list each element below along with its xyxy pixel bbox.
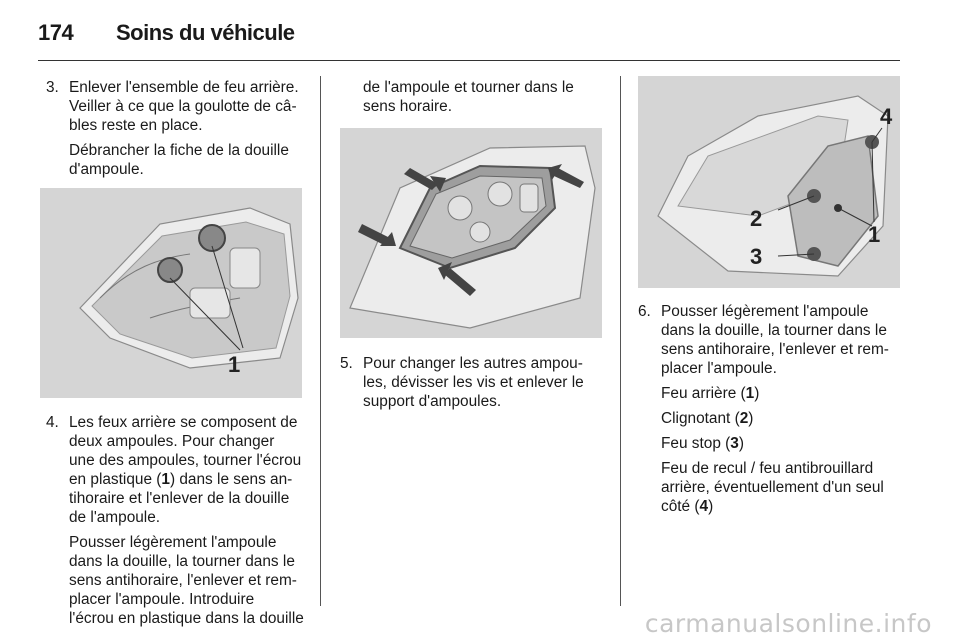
figure-callout-1: 1	[868, 222, 881, 247]
step-number: 3.	[46, 79, 59, 96]
column-2	[340, 78, 610, 411]
page-number: 174	[38, 20, 74, 45]
header-divider	[38, 60, 900, 61]
step-3: 3. Enlever l'ensemble de feu arrière. Veiller à ce que la goulotte de câ- bles reste en place.	[46, 79, 299, 134]
bulb-item-2: Clignotant (2)	[661, 410, 754, 427]
column-divider-2	[620, 76, 621, 606]
figure-bulb-holder	[340, 128, 602, 338]
step-5: 5. Pour changer les autres ampou- les, dévisser les vis et enlever le support d'ampoules.	[340, 355, 584, 410]
step-4: 4. Les feux arrière se composent de deux ampoules. Pour changer une des ampoules, tourner l'écrou en plastique (1) dans le sens an- tihoraire et l'enlever de la douille de l'ampoule.	[46, 414, 302, 526]
bulb-item-4: Feu de recul / feu antibrouillard arrière, éventuellement d'un seul côté (4)	[661, 460, 884, 515]
bulb-positions-illustration	[638, 76, 900, 288]
page-header	[38, 16, 295, 50]
figure-callout-1: 1	[228, 352, 241, 377]
bulb-item-3: Feu stop (3)	[661, 435, 744, 452]
watermark: carmanualsonline.info	[644, 609, 932, 638]
step-3-subparagraph: Débrancher la fiche de la douille d'ampoule.	[69, 142, 289, 178]
figure-bulb-positions	[638, 76, 900, 288]
figure-taillight-connector	[40, 188, 302, 398]
column-divider-1	[320, 76, 321, 606]
figure-callout-2: 2	[750, 206, 763, 231]
step-4-subparagraph: Pousser légèrement l'ampoule dans la douille, la tourner dans le sens antihoraire, l'enlever et rem- placer l'ampoule. Introduire l'écrou en plastique dans la douille	[69, 534, 304, 627]
figure-callout-4: 4	[880, 104, 893, 129]
column-3	[638, 76, 900, 516]
figure-callout-3: 3	[750, 244, 763, 269]
taillight-illustration	[40, 188, 302, 398]
step-4-continuation: de l'ampoule et tourner dans le sens horaire.	[363, 79, 574, 115]
column-1	[46, 78, 312, 628]
page-title: Soins du véhicule	[116, 20, 295, 45]
step-6: 6. Pousser légèrement l'ampoule dans la douille, la tourner dans le sens antihoraire, l'enlever et rem- placer l'ampoule.	[638, 303, 889, 377]
bulb-holder-illustration	[340, 128, 602, 338]
bulb-item-1: Feu arrière (1)	[661, 385, 760, 402]
